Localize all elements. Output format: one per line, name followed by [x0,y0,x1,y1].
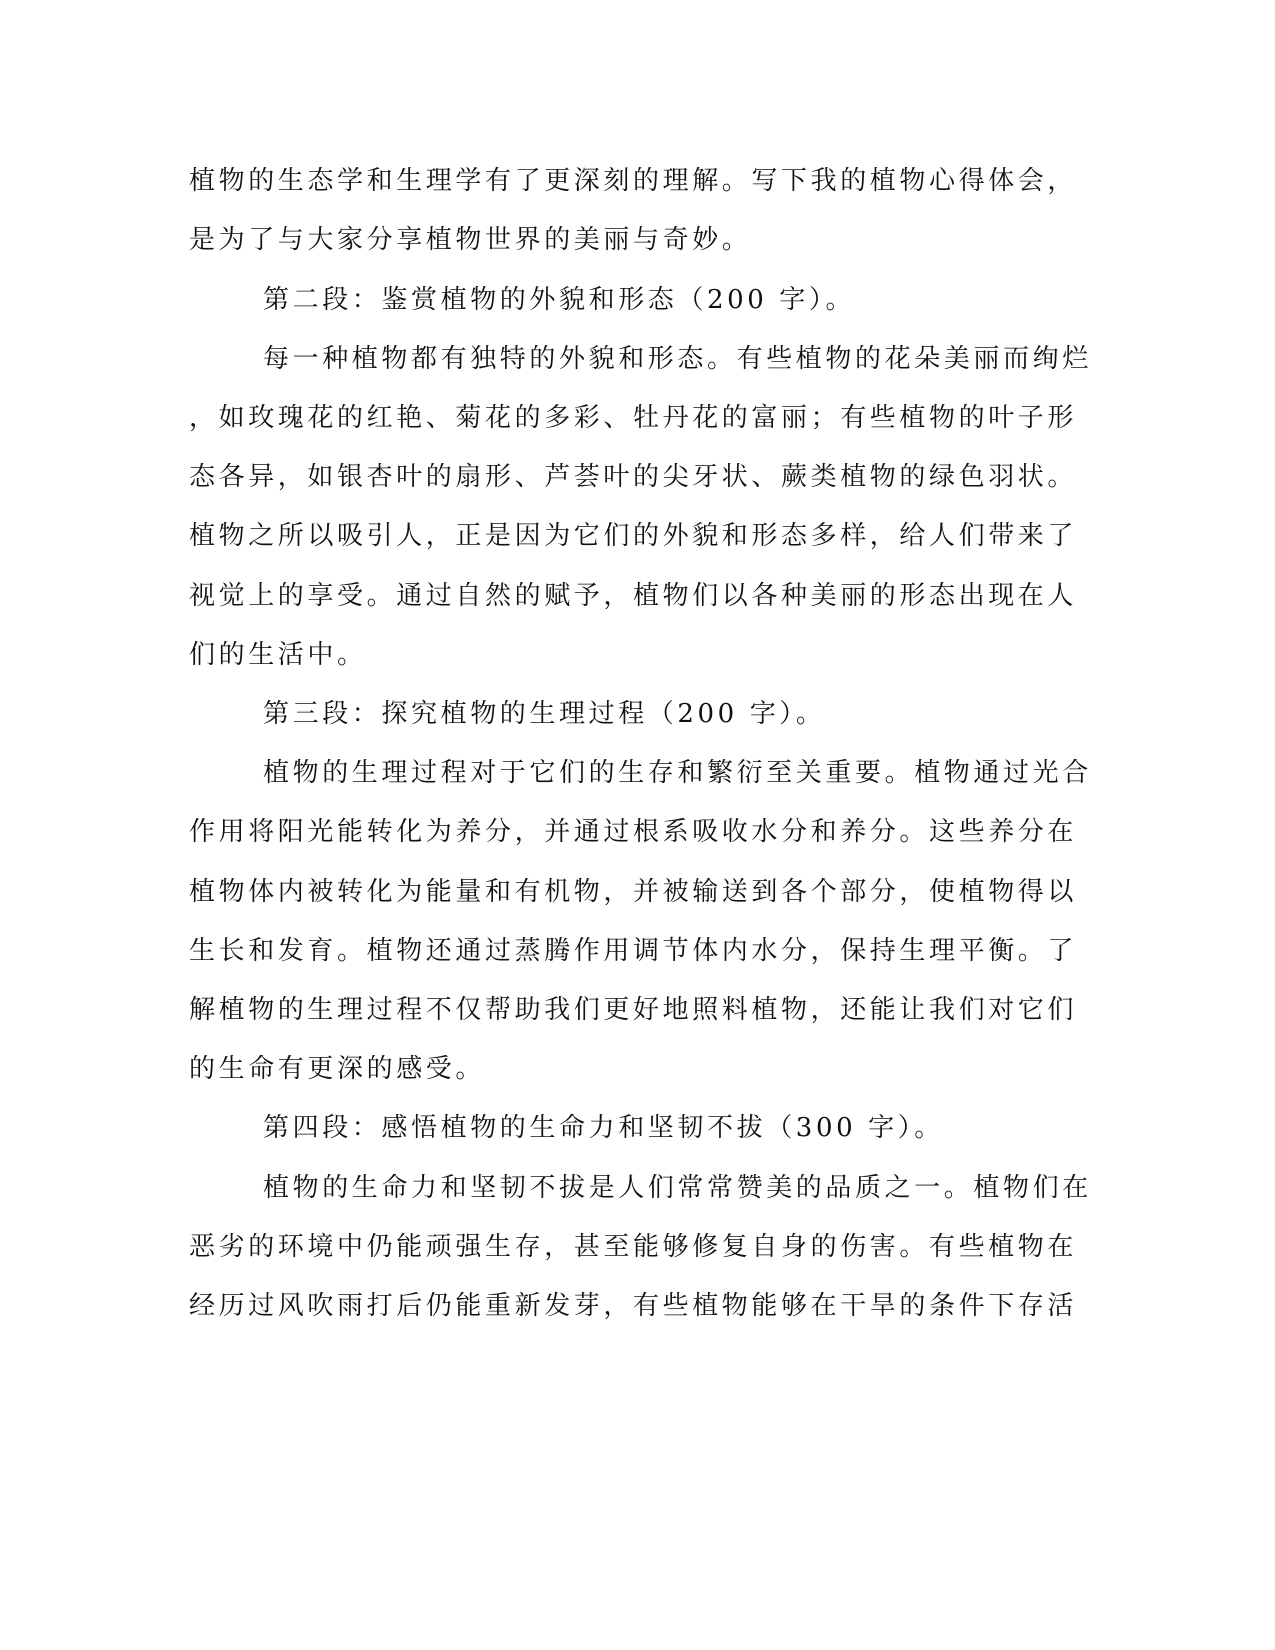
text-line: 解植物的生理过程不仅帮助我们更好地照料植物，还能让我们对它们 [189,995,1078,1025]
text-line: 恶劣的环境中仍能顽强生存，甚至能够修复自身的伤害。有些植物在 [189,1232,1078,1262]
text-line: 植物的生命力和坚韧不拔是人们常常赞美的品质之一。植物们在 [263,1173,1092,1203]
text-line: 态各异，如银杏叶的扇形、芦荟叶的尖牙状、蕨类植物的绿色羽状。 [189,462,1078,492]
text-line: 每一种植物都有独特的外貌和形态。有些植物的花朵美丽而绚烂 [263,344,1092,374]
section-heading: 第三段：探究植物的生理过程（200 字）。 [263,699,826,729]
text-line: 的生命有更深的感受。 [189,1054,486,1084]
text-line: 是为了与大家分享植物世界的美丽与奇妙。 [189,225,752,255]
text-line: 植物体内被转化为能量和有机物，并被输送到各个部分，使植物得以 [189,877,1078,907]
text-line: 作用将阳光能转化为养分，并通过根系吸收水分和养分。这些养分在 [189,817,1078,847]
text-line: 植物的生理过程对于它们的生存和繁衍至关重要。植物通过光合 [263,758,1092,788]
text-line: 生长和发育。植物还通过蒸腾作用调节体内水分，保持生理平衡。了 [189,936,1078,966]
text-line: 植物的生态学和生理学有了更深刻的理解。写下我的植物心得体会， [189,166,1078,196]
section-heading: 第四段：感悟植物的生命力和坚韧不拔（300 字）。 [263,1113,944,1143]
text-line: 视觉上的享受。通过自然的赋予，植物们以各种美丽的形态出现在人 [189,581,1078,611]
text-line: 经历过风吹雨打后仍能重新发芽，有些植物能够在干旱的条件下存活 [189,1291,1078,1321]
section-heading: 第二段：鉴赏植物的外貌和形态（200 字）。 [263,285,856,315]
text-line: 们的生活中。 [189,640,367,670]
text-line: ，如玫瑰花的红艳、菊花的多彩、牡丹花的富丽；有些植物的叶子形 [189,403,1078,433]
text-line: 植物之所以吸引人，正是因为它们的外貌和形态多样，给人们带来了 [189,521,1078,551]
